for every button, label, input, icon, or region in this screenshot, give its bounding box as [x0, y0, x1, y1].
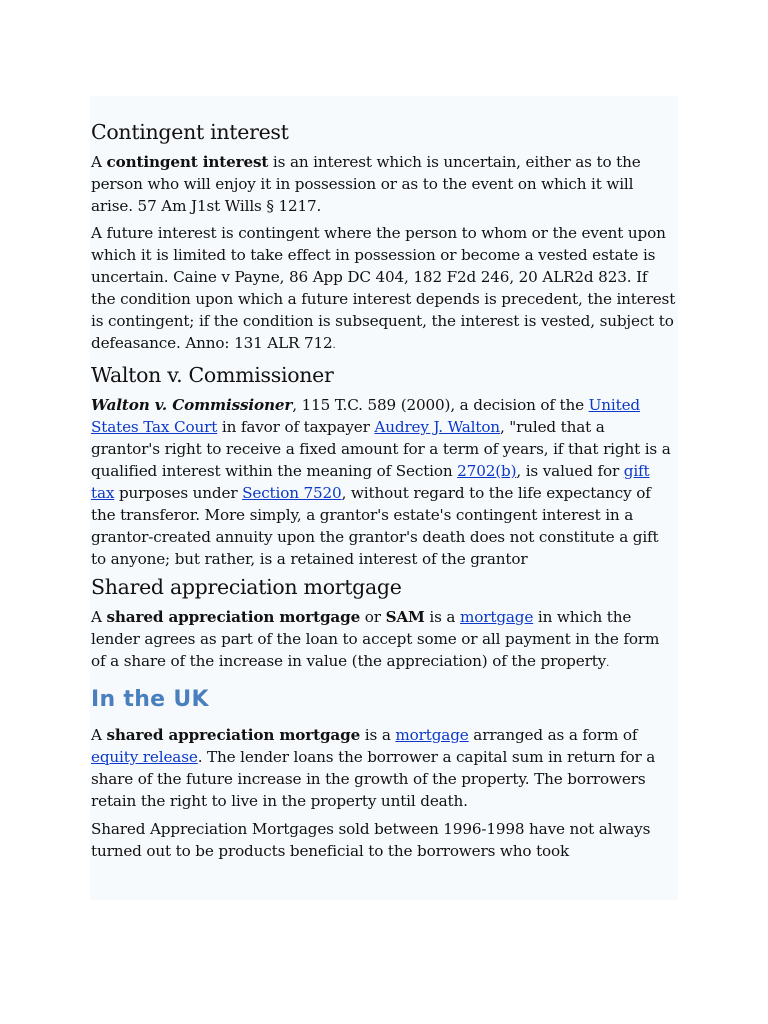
link-gift-tax[interactable]: gift tax	[91, 462, 650, 502]
text-segment: .	[332, 340, 336, 351]
text-segment: in favor of taxpayer	[217, 418, 375, 436]
text-segment: A future interest is contingent where the person to whom or the event upon which it is limited to take effect in possession or become a vested estate is uncertain. Caine v Payne, 86 App DC 404, 182 F2d 246, 20 ALR2d 823. If the condition upon which a future interest depends is precedent, the interest is contingent; if the condition is subsequent, the interest is vested, subject to defeasance. Anno: 131 ALR 712	[91, 224, 676, 352]
text-segment: or	[360, 608, 386, 626]
paragraph-contingent-definition	[91, 151, 676, 217]
link-mortgage-uk[interactable]: mortgage	[395, 726, 469, 744]
document-page	[90, 96, 678, 900]
link-section-2702b[interactable]: 2702(b)	[457, 462, 517, 480]
text-segment: A	[91, 726, 107, 744]
case-name: Walton v. Commissioner	[91, 396, 293, 414]
text-segment: Shared Appreciation Mortgages sold between 1996-1998 have not always turned out to be products beneficial to the borrowers who took	[91, 820, 651, 860]
text-segment: , is valued for	[516, 462, 624, 480]
link-mortgage[interactable]: mortgage	[460, 608, 534, 626]
text-segment: is a	[360, 726, 396, 744]
text-segment: arranged as a form of	[468, 726, 638, 744]
heading-shared-appreciation-mortgage: Shared appreciation mortgage	[91, 575, 402, 599]
heading-walton-v-commissioner: Walton v. Commissioner	[91, 363, 334, 387]
link-audrey-j-walton[interactable]: Audrey J. Walton	[374, 418, 500, 436]
term-sam: SAM	[385, 608, 425, 626]
paragraph-sam-1996-1998	[91, 818, 676, 862]
term-contingent-interest: contingent interest	[106, 153, 269, 171]
heading-contingent-interest: Contingent interest	[91, 120, 289, 144]
text-segment: , "ruled that a grantor's right to receive a fixed amount for a term of years, if that right is a qualified interest within the meaning of Section	[91, 418, 671, 480]
text-segment: .	[606, 658, 610, 669]
term-shared-appreciation-mortgage: shared appreciation mortgage	[106, 726, 361, 744]
text-segment: purposes under	[114, 484, 243, 502]
paragraph-future-interest	[91, 222, 676, 357]
subheading-in-the-uk: In the UK	[91, 687, 209, 712]
document-content	[90, 96, 678, 862]
link-section-7520[interactable]: Section 7520	[242, 484, 342, 502]
text-segment: A	[91, 608, 107, 626]
text-segment: . The lender loans the borrower a capital sum in return for a share of the future increase in the growth of the property. The borrowers retain the right to live in the property until death.	[91, 748, 656, 810]
paragraph-uk-sam	[91, 724, 676, 812]
term-shared-appreciation-mortgage: shared appreciation mortgage	[106, 608, 361, 626]
text-segment: is a	[424, 608, 461, 626]
text-segment: , 115 T.C. 589 (2000), a decision of the	[292, 396, 589, 414]
text-segment: , without regard to the life expectancy of the transferor. More simply, a grantor's estate's contingent interest in a grantor-created annuity upon the grantor's death does not constitute a gift to anyone; but rather, is a retained interest of the grantor	[91, 484, 659, 568]
link-united-states-tax-court[interactable]: United States Tax Court	[91, 396, 640, 436]
paragraph-sam-definition	[91, 606, 676, 675]
text-segment: A	[91, 153, 107, 171]
text-segment: is an interest which is uncertain, either as to the person who will enjoy it in possession or as to the event on which it will arise. 57 Am J1st Wills § 1217.	[91, 153, 641, 215]
link-equity-release[interactable]: equity release	[91, 748, 198, 766]
text-segment: in which the lender agrees as part of the loan to accept some or all payment in the form of a share of the increase in value (the appreciation) of the property	[91, 608, 660, 670]
paragraph-walton	[91, 394, 676, 570]
